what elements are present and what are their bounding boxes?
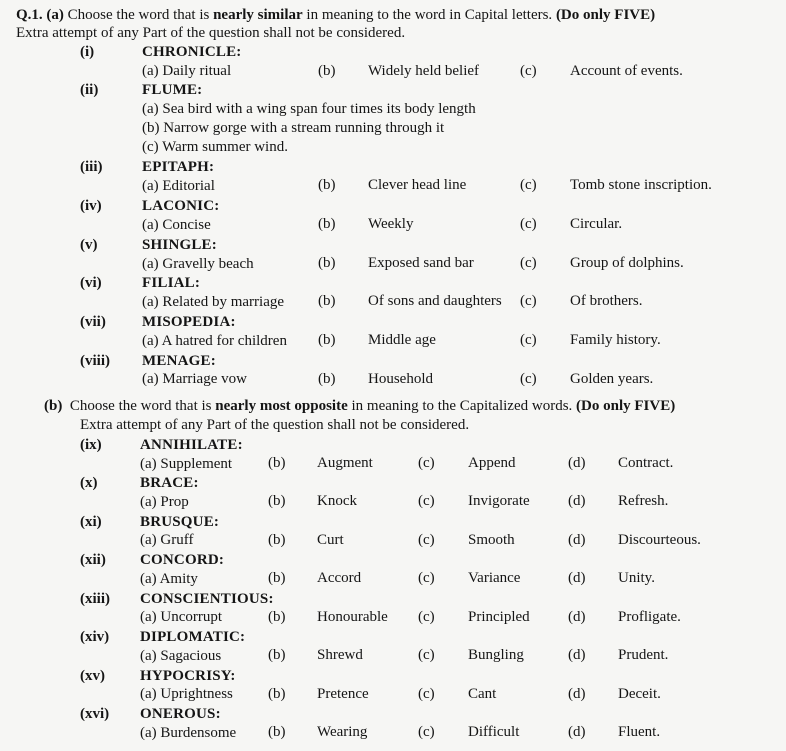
option-b-label: (b) [268,724,286,740]
part-b-instruction-line2: Extra attempt of any Part of the question shall not be considered. [80,417,470,433]
capital-word: BRACE: [140,475,199,491]
option-b: Of sons and daughters [368,293,502,309]
option-c: Smooth [468,532,515,548]
option-b: Curt [317,532,344,548]
option-a: (a) Burdensome [140,725,237,741]
option-c-label: (c) [418,493,435,509]
capital-word: SHINGLE: [142,237,217,253]
option-c-label: (c) [418,724,435,740]
option-c: Account of events. [570,63,683,79]
option-b: Wearing [317,724,368,740]
capital-word: MISOPEDIA: [142,314,236,330]
option-b: (b) Narrow gorge with a stream running through it [142,120,445,136]
item-number: (xv) [80,668,105,684]
item-number: (ix) [80,437,102,453]
question-label: (b) [44,398,63,414]
option-c-label: (c) [520,63,537,79]
option-b-label: (b) [318,255,336,271]
option-c: Group of dolphins. [570,255,684,271]
option-c-label: (c) [418,686,435,702]
capital-word: CONCORD: [140,552,225,568]
option-c-label: (c) [418,647,435,663]
option-d: Refresh. [618,493,669,509]
option-b: Knock [317,493,357,509]
option-b-label: (b) [268,493,286,509]
option-b-label: (b) [268,609,286,625]
option-c-label: (c) [520,177,537,193]
option-b: Honourable [317,609,388,625]
option-d-label: (d) [568,570,586,586]
item-number: (xi) [80,514,102,530]
option-d-label: (d) [568,686,586,702]
option-b-label: (b) [318,63,336,79]
option-b-label: (b) [268,455,286,471]
item-number: (ii) [80,82,99,98]
option-a: (a) Amity [140,571,198,587]
option-b-label: (b) [318,332,336,348]
option-b-label: (b) [268,647,286,663]
option-d-label: (d) [568,455,586,471]
option-d: Fluent. [618,724,661,740]
option-b: Accord [317,570,362,586]
option-b: Pretence [317,686,369,702]
option-d: Deceit. [618,686,661,702]
option-c: Of brothers. [570,293,643,309]
option-c: Append [468,455,516,471]
option-c-label: (c) [418,455,435,471]
option-c-label: (c) [418,609,435,625]
option-c-label: (c) [520,255,537,271]
item-number: (v) [80,237,98,253]
option-a: (a) Sea bird with a wing span four times its body length [142,101,476,117]
part-a-instruction: Q.1. (a) Choose the word that is nearly similar in meaning to the word in Capital letters. (Do only FIVE) [16,7,656,23]
option-a: (a) Concise [142,217,211,233]
option-c-label: (c) [520,216,537,232]
capital-word: HYPOCRISY: [140,668,236,684]
option-c: Golden years. [570,371,654,387]
option-a: (a) Supplement [140,456,233,472]
option-b: Middle age [368,332,436,348]
option-b: Augment [317,455,373,471]
capital-word: ONEROUS: [140,706,221,722]
option-c-label: (c) [520,371,537,387]
option-a: (a) A hatred for children [142,333,287,349]
option-d: Unity. [618,570,655,586]
option-b: Clever head line [368,177,467,193]
option-b-label: (b) [318,293,336,309]
option-a: (a) Uncorrupt [140,609,223,625]
capital-word: DIPLOMATIC: [140,629,246,645]
item-number: (xii) [80,552,106,568]
item-number: (xiv) [80,629,110,645]
item-number: (viii) [80,353,110,369]
option-b: Weekly [368,216,414,232]
option-c: Principled [468,609,530,625]
option-c-label: (c) [418,532,435,548]
option-b-label: (b) [318,216,336,232]
option-d: Prudent. [618,647,669,663]
option-d: Discourteous. [618,532,701,548]
capital-word: LACONIC: [142,198,220,214]
item-number: (x) [80,475,98,491]
option-c: Bungling [468,647,524,663]
option-d-label: (d) [568,647,586,663]
option-a: (a) Marriage vow [142,371,247,387]
option-d-label: (d) [568,724,586,740]
option-d: Profligate. [618,609,681,625]
option-a: (a) Gruff [140,532,194,548]
option-b: Exposed sand bar [368,255,474,271]
option-c: Family history. [570,332,661,348]
option-a: (a) Sagacious [140,648,222,664]
option-c: Circular. [570,216,623,232]
option-b-label: (b) [318,371,336,387]
capital-word: CONSCIENTIOUS: [140,591,274,607]
option-a: (a) Related by marriage [142,294,285,310]
option-d-label: (d) [568,532,586,548]
capital-word: BRUSQUE: [140,514,220,530]
part-a-instruction-line2: Extra attempt of any Part of the question shall not be considered. [16,25,406,41]
option-b: Shrewd [317,647,363,663]
item-number: (vi) [80,275,102,291]
option-d: Contract. [618,455,674,471]
capital-word: MENAGE: [142,353,216,369]
item-number: (i) [80,44,95,60]
option-b: Household [368,371,433,387]
option-c: Variance [468,570,521,586]
option-c-label: (c) [520,332,537,348]
option-c: Invigorate [468,493,530,509]
option-a: (a) Daily ritual [142,63,232,79]
capital-word: ANNIHILATE: [140,437,243,453]
capital-word: FILIAL: [142,275,201,291]
question-label: Q.1. (a) [16,7,64,23]
part-b-instruction: (b) Choose the word that is nearly most opposite in meaning to the Capitalized words. (Do only FIVE) [44,398,676,414]
option-c: Cant [468,686,497,702]
item-number: (xvi) [80,706,110,722]
option-b-label: (b) [268,570,286,586]
option-a: (a) Editorial [142,178,215,194]
item-number: (iv) [80,198,102,214]
option-a: (a) Prop [140,494,189,510]
option-a: (a) Uprightness [140,686,233,702]
item-number: (xiii) [80,591,110,607]
capital-word: EPITAPH: [142,159,215,175]
capital-word: CHRONICLE: [142,44,242,60]
option-b-label: (b) [268,532,286,548]
option-c-label: (c) [418,570,435,586]
option-b: Widely held belief [368,63,480,79]
option-c: Difficult [468,724,520,740]
capital-word: FLUME: [142,82,203,98]
option-c: Tomb stone inscription. [570,177,712,193]
item-number: (iii) [80,159,103,175]
option-b-label: (b) [318,177,336,193]
option-d-label: (d) [568,493,586,509]
item-number: (vii) [80,314,106,330]
option-d-label: (d) [568,609,586,625]
option-b-label: (b) [268,686,286,702]
option-c-label: (c) [520,293,537,309]
option-c: (c) Warm summer wind. [142,139,288,155]
option-a: (a) Gravelly beach [142,256,254,272]
